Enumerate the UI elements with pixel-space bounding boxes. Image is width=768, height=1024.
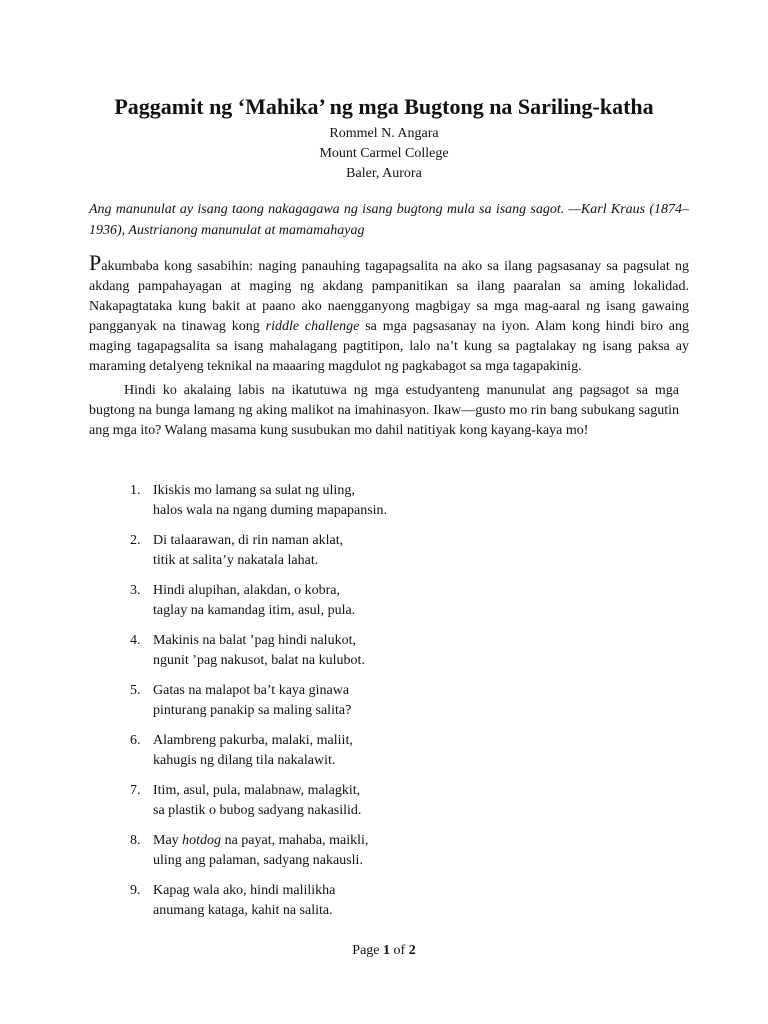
- author-location: Baler, Aurora: [346, 166, 422, 181]
- riddle-line-2: taglay na kamandag itim, asul, pula.: [153, 603, 356, 618]
- document-title: Paggamit ng ‘Mahika’ ng mga Bugtong na Sariling-katha: [114, 94, 654, 119]
- riddle-number: 9.: [130, 883, 141, 898]
- riddle-line-1: Di talaarawan, di rin naman aklat,: [153, 533, 344, 548]
- riddle-line-2: sa plastik o bubog sadyang nakasilid.: [153, 803, 362, 818]
- riddle-number: 7.: [130, 783, 141, 798]
- riddle-line-1-text-a: May: [153, 833, 183, 848]
- epigraph-quote: Ang manunulat ay isang taong nakagagawa ng isang bugtong mula sa isang sagot. —Karl Kraus (1874–1936), Austrianong manunulat at mamamahayag: [89, 202, 689, 238]
- riddle-number: 3.: [130, 583, 141, 598]
- riddle-number: 5.: [130, 683, 141, 698]
- paragraph-1-text-b: sa mga pagsasanay na iyon. Alam kong hindi biro ang maging tagapagsalita sa isang mahalagang pagtitipon, lalo na’t kung sa pagtalakay ng isang paksa ay maraming detalyeng teknikal na maaaring magdulot ng pagkabagot sa mga tagapakinig.: [89, 319, 689, 374]
- riddle-item: [125, 781, 545, 821]
- riddle-line-2: anumang kataga, kahit na salita.: [153, 903, 333, 918]
- riddle-line-2: ngunit ’pag nakusot, balat na kulubot.: [153, 653, 365, 668]
- riddle-item: [125, 581, 545, 621]
- paragraph-1: [89, 250, 689, 377]
- riddle-list: [125, 481, 545, 931]
- page-footer: [0, 943, 768, 959]
- riddle-line-1-italic: hotdog: [182, 833, 222, 848]
- riddle-number: 6.: [130, 733, 141, 748]
- author-institution: Mount Carmel College: [319, 146, 449, 161]
- riddle-line-1-text-b: na payat, mahaba, maikli,: [221, 833, 369, 848]
- paragraph-2: Hindi ko akalaing labis na ikatutuwa ng mga estudyanteng manunulat ang pagsagot sa mga bugtong na bunga lamang ng aking malikot na imahinasyon. Ikaw—gusto mo rin bang subukang sagutin ang mga ito? Walang masama kung susubukan mo dahil natitiyak kong kayang-kaya mo!: [89, 383, 679, 438]
- riddle-number: 8.: [130, 833, 141, 848]
- riddle-line-2: kahugis ng dilang tila nakalawit.: [153, 753, 336, 768]
- riddle-line-1: Gatas na malapot ba’t kaya ginawa: [153, 683, 350, 698]
- riddle-item: [125, 731, 545, 771]
- paragraph-1-italic: riddle challenge: [265, 319, 360, 334]
- footer-page-prefix: Page: [352, 943, 384, 958]
- riddle-line-2: uling ang palaman, sadyang nakausli.: [153, 853, 363, 868]
- riddle-number: 4.: [130, 633, 141, 648]
- byline: [0, 124, 768, 184]
- riddle-item: [125, 831, 545, 871]
- riddle-line-1: Ikiskis mo lamang sa sulat ng uling,: [153, 483, 355, 498]
- riddle-item: [125, 681, 545, 721]
- riddle-line-1: Hindi alupihan, alakdan, o kobra,: [153, 583, 341, 598]
- paragraph-1-text-a: akumbaba kong sasabihin: naging panauhing tagapagsalita na ako sa ilang pagsasanay sa pagsulat ng akdang pampahayagan at maging ng akdang pampanitikan sa ilang paaralan sa aming lokalidad. Nakapagtataka kung bakit at paano ako naengganyong magbigay sa mga mag-aaral ng isang gawaing pangganyak na tinawag kong: [89, 259, 689, 334]
- riddle-line-1: [153, 831, 545, 851]
- riddle-line-1: Alambreng pakurba, malaki, maliit,: [153, 733, 353, 748]
- riddle-line-2: titik at salita’y nakatala lahat.: [153, 553, 319, 568]
- drop-cap: P: [89, 250, 102, 275]
- riddle-line-1: Makinis na balat ’pag hindi nalukot,: [153, 633, 356, 648]
- riddle-line-1: Kapag wala ako, hindi malilikha: [153, 883, 336, 898]
- footer-current-page: 1: [383, 943, 391, 958]
- riddle-item: [125, 481, 545, 521]
- riddle-number: 1.: [130, 483, 141, 498]
- footer-total-pages: 2: [408, 943, 416, 958]
- riddle-item: [125, 631, 545, 671]
- riddle-line-2: pinturang panakip sa maling salita?: [153, 703, 352, 718]
- riddle-item: [125, 881, 545, 921]
- riddle-line-2: halos wala na ngang duming mapapansin.: [153, 503, 388, 518]
- riddle-number: 2.: [130, 533, 141, 548]
- author-name: Rommel N. Angara: [329, 126, 439, 141]
- riddle-item: [125, 531, 545, 571]
- footer-page-middle: of: [390, 943, 409, 958]
- riddle-line-1: Itim, asul, pula, malabnaw, malagkit,: [153, 783, 361, 798]
